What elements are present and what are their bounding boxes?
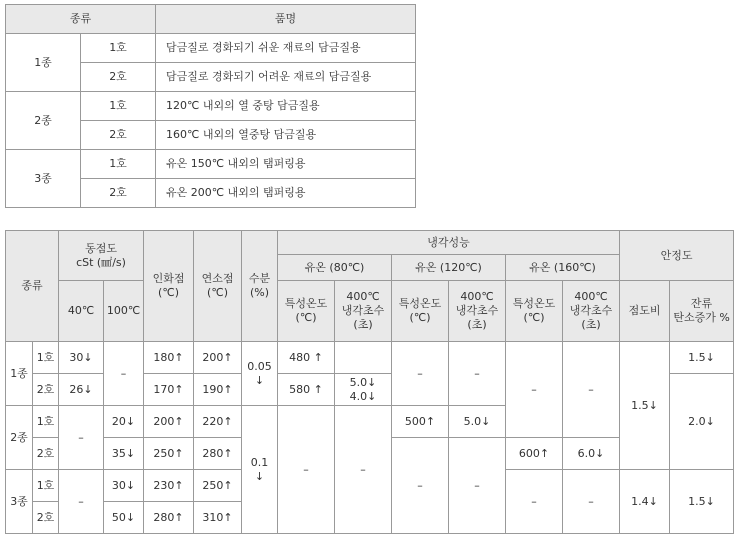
grade-cell: 2호 (33, 438, 59, 470)
type-cell: 2종 (6, 92, 81, 150)
desc-cell: 담금질로 경화되기 쉬운 재료의 담금질용 (156, 34, 416, 63)
grade-cell: 1호 (81, 34, 156, 63)
header-cooling: 냉각성능 (278, 231, 620, 255)
grade-cell: 2호 (33, 502, 59, 534)
header-char-temp: 특성온도 (℃) (506, 281, 563, 342)
visc-100-cell: 30↓ (104, 470, 144, 502)
header-product: 품명 (156, 5, 416, 34)
oil160-temp-cell: – (506, 342, 563, 438)
flash-cell: 170↑ (144, 374, 194, 406)
header-oil-160: 유온 (160℃) (506, 255, 620, 281)
grade-cell: 1호 (81, 92, 156, 121)
flash-cell: 250↑ (144, 438, 194, 470)
type-cell: 3종 (6, 470, 33, 534)
desc-cell: 유온 150℃ 내외의 탬퍼링용 (156, 150, 416, 179)
oil120-temp-cell: 500↑ (392, 406, 449, 438)
carbon-cell: 1.5↓ (670, 470, 734, 534)
grade-cell: 2호 (81, 179, 156, 208)
header-residual-carbon: 잔류 탄소증가 % (670, 281, 734, 342)
header-char-temp: 특성온도 (℃) (392, 281, 449, 342)
fire-cell: 250↑ (194, 470, 242, 502)
oil160-sec-cell: 6.0↓ (563, 438, 620, 470)
visc-ratio-cell: 1.5↓ (620, 342, 670, 470)
visc-40-cell: – (59, 470, 104, 534)
oil80-sec-cell: – (335, 406, 392, 534)
visc-100-cell: 35↓ (104, 438, 144, 470)
carbon-cell: 2.0↓ (670, 374, 734, 470)
oil80-temp-cell: 480 ↑ (278, 342, 335, 374)
desc-cell: 160℃ 내외의 열중탕 담금질용 (156, 121, 416, 150)
visc-100-cell: – (104, 342, 144, 406)
type-cell: 1종 (6, 34, 81, 92)
header-water: 수분 (%) (242, 231, 278, 342)
grade-cell: 1호 (33, 406, 59, 438)
header-visc-40: 40℃ (59, 281, 104, 342)
fire-cell: 280↑ (194, 438, 242, 470)
carbon-cell: 1.5↓ (670, 342, 734, 374)
grade-cell: 1호 (33, 342, 59, 374)
oil120-sec-cell: – (449, 438, 506, 534)
oil-property-table (5, 230, 734, 534)
header-viscosity-ratio: 점도비 (620, 281, 670, 342)
visc-100-cell: 50↓ (104, 502, 144, 534)
type-cell: 2종 (6, 406, 33, 470)
header-oil-120: 유온 (120℃) (392, 255, 506, 281)
desc-cell: 유온 200℃ 내외의 탬퍼링용 (156, 179, 416, 208)
header-viscosity: 동점도 cSt (㎟/s) (59, 231, 144, 281)
header-stability: 안정도 (620, 231, 734, 281)
oil160-sec-cell: – (563, 342, 620, 438)
oil80-sec-cell (335, 342, 392, 374)
oil120-sec-cell: 5.0↓ (449, 406, 506, 438)
flash-cell: 180↑ (144, 342, 194, 374)
oil160-sec-cell: – (563, 470, 620, 534)
type-cell: 3종 (6, 150, 81, 208)
visc-40-cell: 26↓ (59, 374, 104, 406)
oil160-temp-cell: – (506, 470, 563, 534)
water-cell: 0.1 ↓ (242, 406, 278, 534)
fire-cell: 220↑ (194, 406, 242, 438)
fire-cell: 190↑ (194, 374, 242, 406)
header-cool-sec: 400℃ 냉각초수 (초) (335, 281, 392, 342)
oil120-temp-cell: – (392, 342, 449, 406)
oil80-temp-cell: – (278, 406, 335, 534)
water-cell: 0.05 ↓ (242, 342, 278, 406)
fire-cell: 200↑ (194, 342, 242, 374)
visc-40-cell: 30↓ (59, 342, 104, 374)
oil80-temp-cell: 580 ↑ (278, 374, 335, 406)
grade-cell: 1호 (33, 470, 59, 502)
grade-cell: 2호 (81, 63, 156, 92)
visc-ratio-cell: 1.4↓ (620, 470, 670, 534)
visc-40-cell: – (59, 406, 104, 470)
desc-cell: 담금질로 경화되기 어려운 재료의 담금질용 (156, 63, 416, 92)
flash-cell: 280↑ (144, 502, 194, 534)
header-visc-100: 100℃ (104, 281, 144, 342)
visc-100-cell: 20↓ (104, 406, 144, 438)
type-cell: 1종 (6, 342, 33, 406)
grade-cell: 2호 (81, 121, 156, 150)
header-char-temp: 특성온도 (℃) (278, 281, 335, 342)
flash-cell: 200↑ (144, 406, 194, 438)
header-type: 종류 (6, 231, 59, 342)
header-flash-point: 인화점 (℃) (144, 231, 194, 342)
oil160-temp-cell: 600↑ (506, 438, 563, 470)
fire-cell: 310↑ (194, 502, 242, 534)
header-cool-sec: 400℃ 냉각초수 (초) (563, 281, 620, 342)
oil80-sec-cell: 5.0↓ 4.0↓ (335, 374, 392, 406)
grade-cell: 1호 (81, 150, 156, 179)
header-fire-point: 연소점 (℃) (194, 231, 242, 342)
desc-cell: 120℃ 내외의 열 중탕 담금질용 (156, 92, 416, 121)
oil-type-table (5, 4, 416, 208)
header-type: 종류 (6, 5, 156, 34)
oil120-sec-cell: – (449, 342, 506, 406)
header-cool-sec: 400℃ 냉각초수 (초) (449, 281, 506, 342)
oil120-temp-cell: – (392, 438, 449, 534)
header-oil-80: 유온 (80℃) (278, 255, 392, 281)
flash-cell: 230↑ (144, 470, 194, 502)
grade-cell: 2호 (33, 374, 59, 406)
